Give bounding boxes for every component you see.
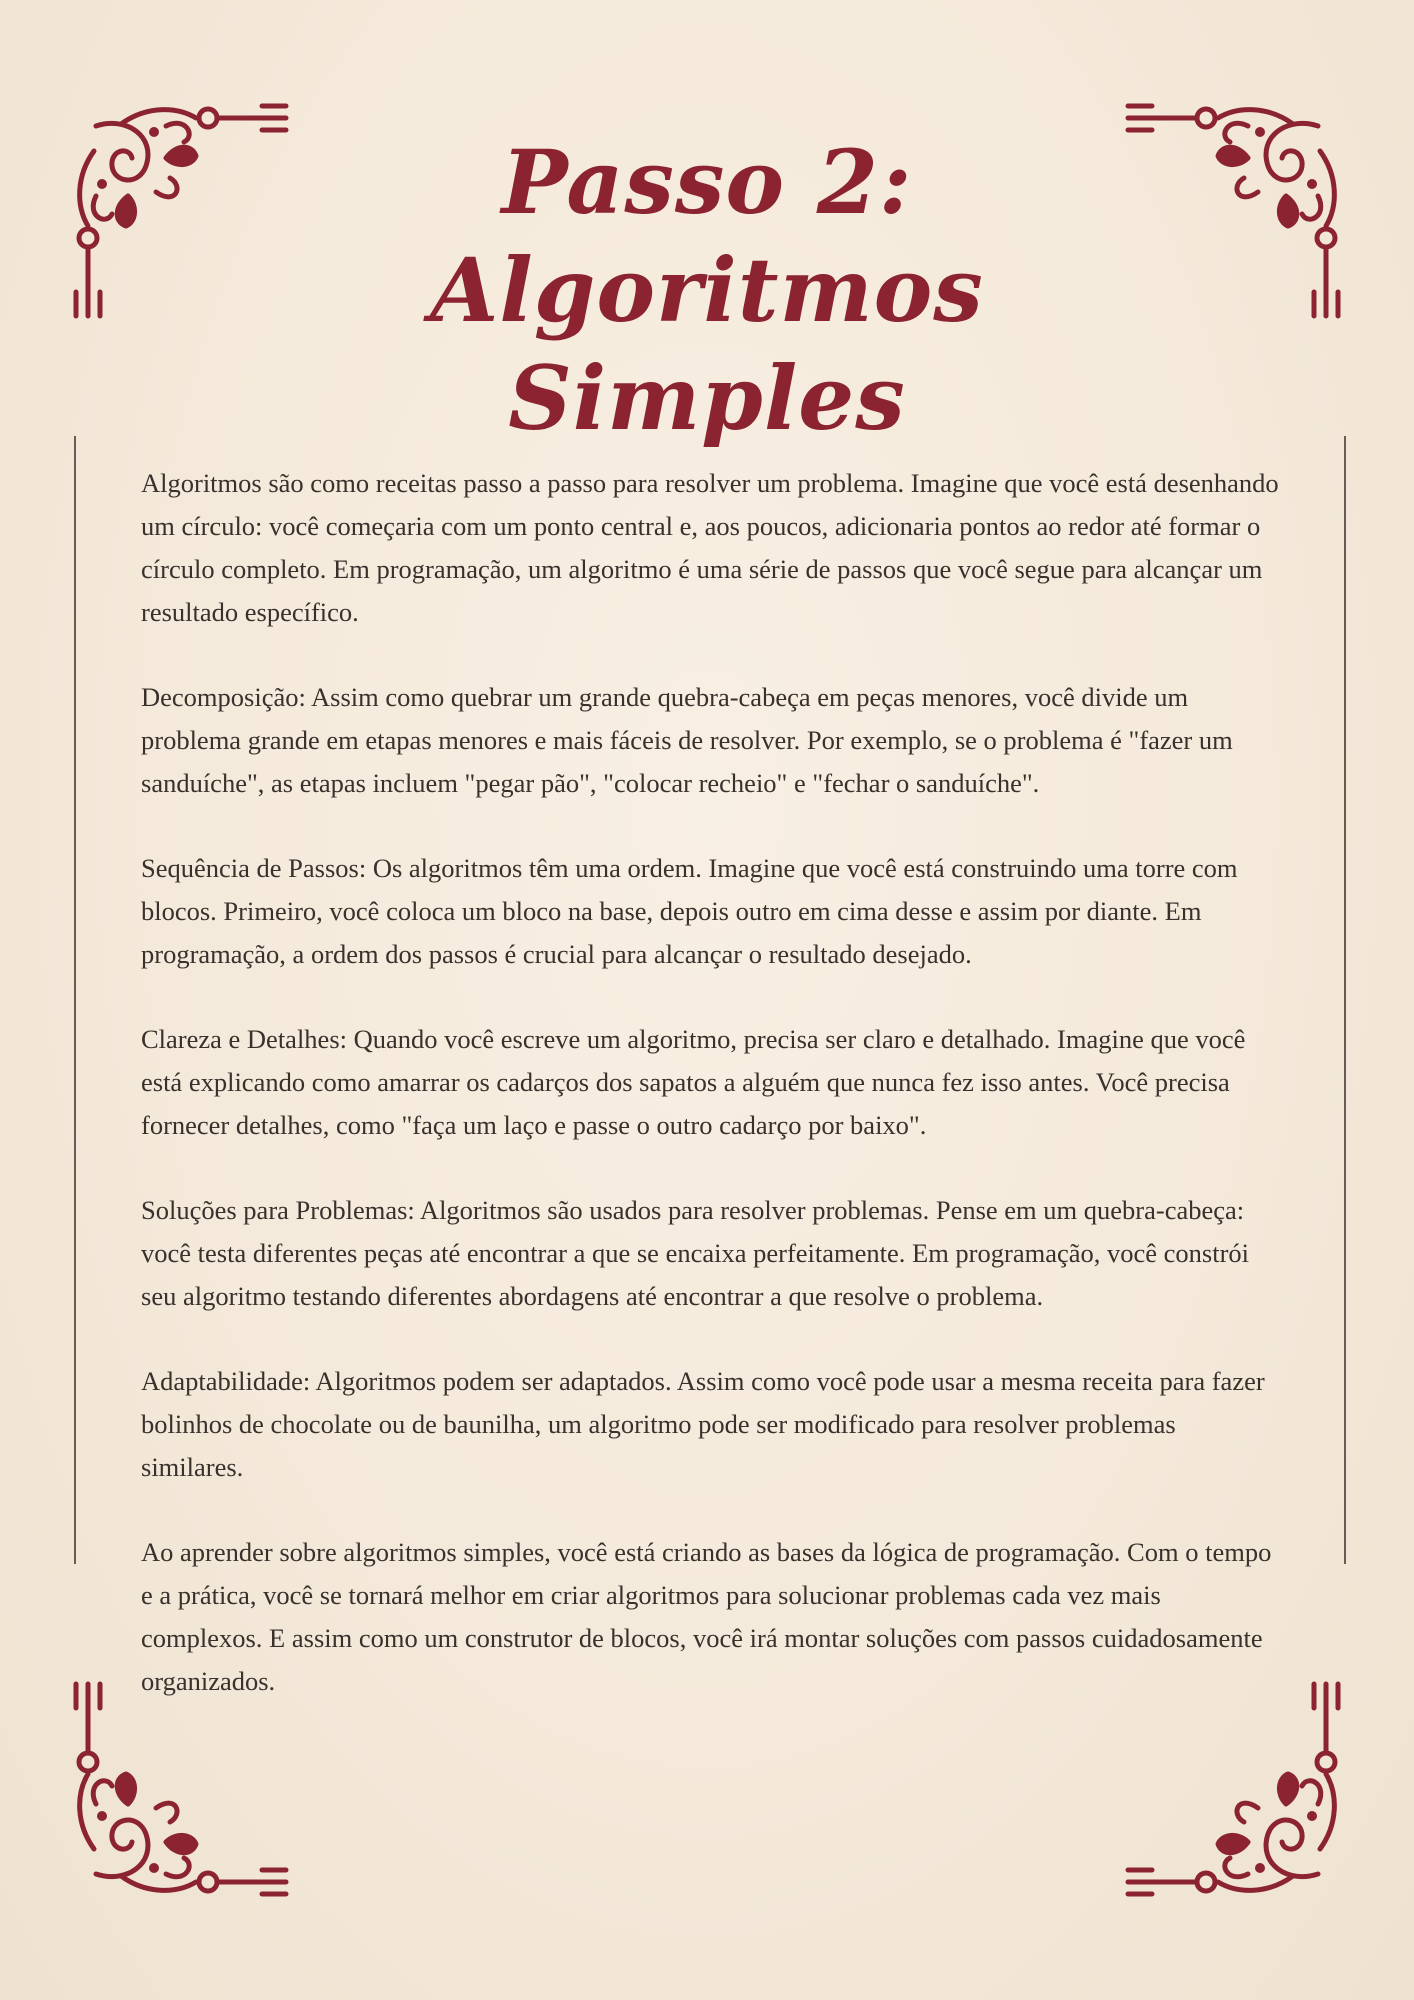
right-vertical-rule: [1344, 436, 1346, 1564]
paragraph-decomposicao: Decomposição: Assim como quebrar um grande quebra-cabeça em peças menores, você divide um problema grande em etapas menores e mais fáceis de resolver. Por exemplo, se o problema é "fazer um sanduíche", as etapas incluem "pegar pão", "colocar recheio" e "fechar o sanduíche".: [141, 682, 1233, 798]
paragraph-intro: Algoritmos são como receitas passo a passo para resolver um problema. Imagine que você está desenhando um círculo: você começaria com um ponto central e, aos poucos, adicionaria pontos ao redor até formar o círculo completo. Em programação, um algoritmo é uma série de passos que você segue para alcançar um resultado específico.: [141, 468, 1279, 627]
left-vertical-rule: [74, 436, 76, 1564]
body-text: [141, 462, 1281, 1745]
paragraph-sequencia: Sequência de Passos: Os algoritmos têm uma ordem. Imagine que você está construindo uma torre com blocos. Primeiro, você coloca um bloco na base, depois outro em cima desse e assim por diante. Em programação, a ordem dos passos é crucial para alcançar o resultado desejado.: [141, 853, 1238, 969]
title-line-2: Simples: [508, 346, 906, 450]
paragraph-clareza: Clareza e Detalhes: Quando você escreve um algoritmo, precisa ser claro e detalhado. Imagine que você está explicando como amarrar os cadarços dos sapatos a alguém que nunca fez isso antes. Você precisa fornecer detalhes, como "faça um laço e passe o outro cadarço por baixo".: [141, 1024, 1246, 1140]
page-title: [220, 128, 1194, 452]
paragraph-solucoes: Soluções para Problemas: Algoritmos são usados para resolver problemas. Pense em um quebra-cabeça: você testa diferentes peças até encontrar a que se encaixa perfeitamente. Em programação, você constrói seu algoritmo testando diferentes abordagens até encontrar a que resolve o problema.: [141, 1195, 1250, 1311]
title-line-1: Passo 2: Algoritmos: [430, 130, 984, 342]
paragraph-conclusao: Ao aprender sobre algoritmos simples, você está criando as bases da lógica de programação. Com o tempo e a prática, você se tornará melhor em criar algoritmos para solucionar problemas cada vez mais complexos. E assim como um construtor de blocos, você irá montar soluções com passos cuidadosamente organizados.: [141, 1537, 1272, 1696]
paragraph-adaptabilidade: Adaptabilidade: Algoritmos podem ser adaptados. Assim como você pode usar a mesma receita para fazer bolinhos de chocolate ou de baunilha, um algoritmo pode ser modificado para resolver problemas similares.: [141, 1366, 1265, 1482]
